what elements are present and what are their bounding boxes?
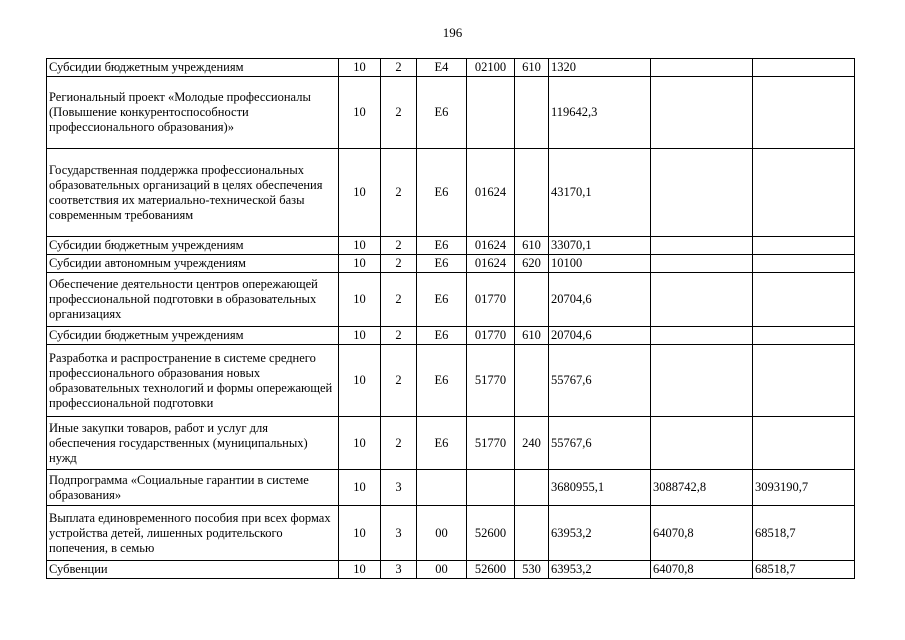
table-row xyxy=(47,417,855,470)
target-item-code-cell: E4 xyxy=(417,59,467,77)
table-row xyxy=(47,345,855,417)
table-row xyxy=(47,470,855,506)
amount-year1-cell: 1320 xyxy=(549,59,651,77)
section-code-cell: 10 xyxy=(339,561,381,579)
amount-year2-cell xyxy=(651,149,753,237)
amount-year1-cell: 10100 xyxy=(549,255,651,273)
expense-type-code-cell xyxy=(515,506,549,561)
target-article-code-cell: 02100 xyxy=(467,59,515,77)
amount-year2-cell xyxy=(651,59,753,77)
subsection-code-cell: 2 xyxy=(381,149,417,237)
target-item-code-cell: E6 xyxy=(417,327,467,345)
section-code-cell: 10 xyxy=(339,470,381,506)
amount-year1-cell: 119642,3 xyxy=(549,77,651,149)
amount-year2-cell xyxy=(651,237,753,255)
row-name-cell: Государственная поддержка профессиональных образовательных организаций в целях обеспечения соответствия их материально-технической базы современным требованиям xyxy=(47,149,339,237)
target-article-code-cell: 52600 xyxy=(467,561,515,579)
row-name-cell: Обеспечение деятельности центров опережающей профессиональной подготовки в образовательных организациях xyxy=(47,273,339,327)
amount-year3-cell xyxy=(753,345,855,417)
subsection-code-cell: 2 xyxy=(381,255,417,273)
amount-year1-cell: 20704,6 xyxy=(549,327,651,345)
amount-year2-cell: 64070,8 xyxy=(651,561,753,579)
expense-type-code-cell xyxy=(515,149,549,237)
subsection-code-cell: 3 xyxy=(381,470,417,506)
section-code-cell: 10 xyxy=(339,506,381,561)
table-row xyxy=(47,77,855,149)
target-article-code-cell: 01770 xyxy=(467,273,515,327)
table-row xyxy=(47,273,855,327)
section-code-cell: 10 xyxy=(339,345,381,417)
amount-year1-cell: 63953,2 xyxy=(549,506,651,561)
table-row xyxy=(47,237,855,255)
amount-year3-cell xyxy=(753,237,855,255)
section-code-cell: 10 xyxy=(339,327,381,345)
target-article-code-cell: 01624 xyxy=(467,149,515,237)
row-name-cell: Иные закупки товаров, работ и услуг для обеспечения государственных (муниципальных) нужд xyxy=(47,417,339,470)
target-item-code-cell: E6 xyxy=(417,149,467,237)
amount-year3-cell xyxy=(753,255,855,273)
row-name-cell: Субсидии бюджетным учреждениям xyxy=(47,327,339,345)
expense-type-code-cell: 530 xyxy=(515,561,549,579)
target-article-code-cell: 01770 xyxy=(467,327,515,345)
amount-year2-cell xyxy=(651,327,753,345)
target-item-code-cell: 00 xyxy=(417,561,467,579)
target-item-code-cell: E6 xyxy=(417,273,467,327)
target-article-code-cell: 52600 xyxy=(467,506,515,561)
row-name-cell: Субвенции xyxy=(47,561,339,579)
expense-type-code-cell xyxy=(515,470,549,506)
section-code-cell: 10 xyxy=(339,255,381,273)
subsection-code-cell: 2 xyxy=(381,273,417,327)
expense-type-code-cell: 610 xyxy=(515,327,549,345)
target-item-code-cell: E6 xyxy=(417,255,467,273)
expense-type-code-cell: 610 xyxy=(515,59,549,77)
target-item-code-cell: 00 xyxy=(417,506,467,561)
target-item-code-cell: E6 xyxy=(417,237,467,255)
section-code-cell: 10 xyxy=(339,237,381,255)
expense-type-code-cell xyxy=(515,273,549,327)
target-item-code-cell: E6 xyxy=(417,345,467,417)
amount-year3-cell: 68518,7 xyxy=(753,561,855,579)
amount-year2-cell xyxy=(651,77,753,149)
row-name-cell: Подпрограмма «Социальные гарантии в системе образования» xyxy=(47,470,339,506)
target-item-code-cell: E6 xyxy=(417,77,467,149)
expense-type-code-cell xyxy=(515,77,549,149)
amount-year3-cell xyxy=(753,273,855,327)
subsection-code-cell: 3 xyxy=(381,506,417,561)
amount-year1-cell: 55767,6 xyxy=(549,417,651,470)
amount-year1-cell: 33070,1 xyxy=(549,237,651,255)
row-name-cell: Субсидии бюджетным учреждениям xyxy=(47,237,339,255)
section-code-cell: 10 xyxy=(339,273,381,327)
target-item-code-cell: E6 xyxy=(417,417,467,470)
amount-year2-cell xyxy=(651,255,753,273)
target-article-code-cell xyxy=(467,77,515,149)
expense-type-code-cell: 610 xyxy=(515,237,549,255)
expense-type-code-cell: 620 xyxy=(515,255,549,273)
amount-year3-cell xyxy=(753,77,855,149)
section-code-cell: 10 xyxy=(339,77,381,149)
subsection-code-cell: 2 xyxy=(381,59,417,77)
subsection-code-cell: 2 xyxy=(381,77,417,149)
amount-year1-cell: 63953,2 xyxy=(549,561,651,579)
section-code-cell: 10 xyxy=(339,59,381,77)
table-row xyxy=(47,327,855,345)
amount-year2-cell xyxy=(651,273,753,327)
expense-type-code-cell: 240 xyxy=(515,417,549,470)
target-article-code-cell xyxy=(467,470,515,506)
amount-year2-cell xyxy=(651,345,753,417)
row-name-cell: Региональный проект «Молодые профессионалы (Повышение конкурентоспособности профессионального образования)» xyxy=(47,77,339,149)
amount-year1-cell: 3680955,1 xyxy=(549,470,651,506)
row-name-cell: Разработка и распространение в системе среднего профессионального образования новых образовательных технологий и формы опережающей профессиональной подготовки xyxy=(47,345,339,417)
subsection-code-cell: 2 xyxy=(381,327,417,345)
subsection-code-cell: 2 xyxy=(381,237,417,255)
table-row xyxy=(47,561,855,579)
subsection-code-cell: 2 xyxy=(381,345,417,417)
amount-year3-cell xyxy=(753,417,855,470)
amount-year2-cell: 3088742,8 xyxy=(651,470,753,506)
table-row xyxy=(47,59,855,77)
subsection-code-cell: 3 xyxy=(381,561,417,579)
table-row xyxy=(47,506,855,561)
amount-year3-cell xyxy=(753,59,855,77)
section-code-cell: 10 xyxy=(339,149,381,237)
amount-year1-cell: 43170,1 xyxy=(549,149,651,237)
row-name-cell: Субсидии автономным учреждениям xyxy=(47,255,339,273)
target-article-code-cell: 51770 xyxy=(467,417,515,470)
amount-year1-cell: 55767,6 xyxy=(549,345,651,417)
row-name-cell: Субсидии бюджетным учреждениям xyxy=(47,59,339,77)
amount-year1-cell: 20704,6 xyxy=(549,273,651,327)
amount-year3-cell: 68518,7 xyxy=(753,506,855,561)
table-row xyxy=(47,149,855,237)
expense-type-code-cell xyxy=(515,345,549,417)
page-number: 196 xyxy=(442,25,463,40)
budget-table xyxy=(46,58,855,579)
table-row xyxy=(47,255,855,273)
subsection-code-cell: 2 xyxy=(381,417,417,470)
amount-year2-cell xyxy=(651,417,753,470)
amount-year2-cell: 64070,8 xyxy=(651,506,753,561)
section-code-cell: 10 xyxy=(339,417,381,470)
amount-year3-cell xyxy=(753,149,855,237)
amount-year3-cell: 3093190,7 xyxy=(753,470,855,506)
row-name-cell: Выплата единовременного пособия при всех формах устройства детей, лишенных родительского попечения, в семью xyxy=(47,506,339,561)
target-item-code-cell xyxy=(417,470,467,506)
target-article-code-cell: 01624 xyxy=(467,237,515,255)
target-article-code-cell: 51770 xyxy=(467,345,515,417)
amount-year3-cell xyxy=(753,327,855,345)
target-article-code-cell: 01624 xyxy=(467,255,515,273)
